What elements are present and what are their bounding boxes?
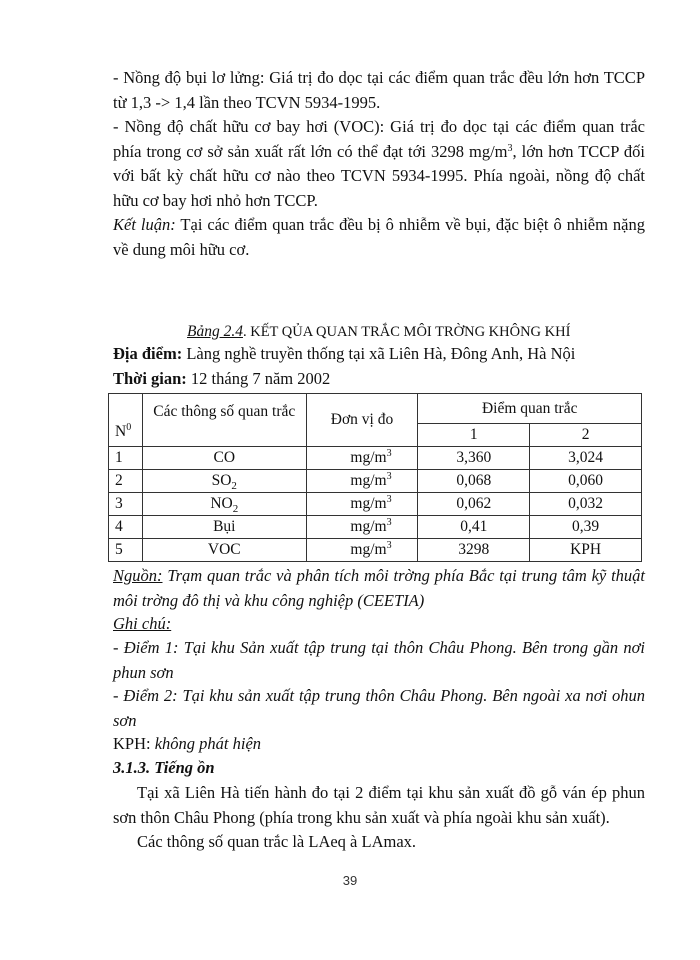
cell-no: 5: [109, 539, 143, 562]
source-label: Nguồn:: [113, 566, 163, 585]
cell-no: 3: [109, 493, 143, 516]
param-sub: 2: [232, 503, 239, 516]
table-title-separator: .: [242, 324, 251, 340]
table-row: [109, 447, 642, 470]
unit-sup: 3: [386, 494, 392, 505]
cell-unit: [306, 493, 418, 516]
header-points: Điểm quan trắc: [418, 394, 642, 424]
header-unit: Đơn vị đo: [306, 394, 418, 447]
paragraph-conclusion: [113, 213, 645, 262]
source-text: Trạm quan trắc và phân tích môi trờng phía Bắc tại trung tâm kỹ thuật môi trờng đô thị và khu công nghiệp (CEETIA): [113, 566, 645, 610]
cell-unit: [306, 539, 418, 562]
header-no: [109, 394, 143, 447]
notes-label-line: [113, 612, 645, 637]
monitoring-results-table: [108, 393, 642, 562]
page-number: 39: [342, 873, 358, 888]
voc-superscript: 3: [507, 142, 513, 154]
cell-point-2: 0,060: [530, 470, 642, 493]
cell-no: 1: [109, 447, 143, 470]
location-line: [113, 343, 575, 365]
cell-point-1: 0,068: [418, 470, 530, 493]
cell-point-1: 3298: [418, 539, 530, 562]
table-row: [109, 493, 642, 516]
source-note: [113, 564, 645, 613]
voc-text-1: - Nồng độ chất hữu cơ bay hơi (VOC): Giá trị đo dọc tại các điểm quan trắc phía trong cơ sở sản xuất rất lớn có thể đạt tới 3298 mg/m: [113, 117, 645, 161]
note-point-2: - Điểm 2: Tại khu sản xuất tập trung thôn Châu Phong. Bên ngoài xa nơi ohun sơn: [113, 686, 645, 730]
cell-param: [142, 539, 306, 562]
table-row: [109, 516, 642, 539]
table-row: [109, 539, 642, 562]
cell-no: 4: [109, 516, 143, 539]
cell-no: 2: [109, 470, 143, 493]
header-no-text: N: [115, 423, 127, 440]
location-label: Địa điểm:: [113, 344, 183, 363]
time-line: [113, 368, 330, 390]
kph-label: KPH:: [113, 734, 151, 753]
cell-point-1: 0,062: [418, 493, 530, 516]
cell-point-2: 0,39: [530, 516, 642, 539]
cell-unit: [306, 447, 418, 470]
cell-point-1: 0,41: [418, 516, 530, 539]
paragraph-voc: [113, 115, 645, 213]
table-title: [187, 322, 570, 342]
param-sub: 2: [231, 480, 237, 493]
unit-text: mg/m: [350, 472, 387, 489]
cell-point-2: KPH: [530, 539, 642, 562]
section-heading: 3.1.3. Tiếng ồn: [113, 758, 215, 777]
conclusion-label: Kết luận:: [113, 215, 176, 234]
dust-text: - Nồng độ bụi lơ lửng: Giá trị đo dọc tại các điểm quan trắc đều lớn hơn TCCP từ 1,3 -> 1,4 lần theo TCVN 5934-1995.: [113, 68, 645, 112]
unit-text: mg/m: [350, 495, 387, 512]
note-point-1: - Điểm 1: Tại khu Sản xuất tập trung tại thôn Châu Phong. Bên trong gần nơi phun sơn: [113, 638, 645, 682]
header-point-1: 1: [418, 424, 530, 447]
table-title-text: KẾT QỦA QUAN TRẮC MÔI TRỜNG KHÔNG KHÍ: [250, 324, 571, 340]
header-point-2: 2: [530, 424, 642, 447]
cell-param: [142, 447, 306, 470]
cell-param: [142, 470, 306, 493]
cell-point-1: 3,360: [418, 447, 530, 470]
time-value: 12 tháng 7 năm 2002: [186, 369, 331, 388]
voc-text-2: , lớn hơn TCCP đối với bất kỳ chất hữu cơ nào theo TCVN 5934-1995. Phía ngoài, nồng độ chất hữu cơ bay hơi nhỏ hơn TCCP.: [113, 141, 645, 210]
param-text: NO: [210, 495, 233, 512]
table-row: [109, 470, 642, 493]
header-no-sup: 0: [126, 422, 132, 433]
cell-unit: [306, 516, 418, 539]
cell-point-2: 3,024: [530, 447, 642, 470]
cell-point-2: 0,032: [530, 493, 642, 516]
unit-sup: 3: [386, 471, 392, 482]
unit-text: mg/m: [350, 449, 387, 466]
time-label: Thời gian:: [113, 369, 187, 388]
unit-sup: 3: [386, 540, 392, 551]
unit-text: mg/m: [350, 541, 387, 558]
note-kph: [113, 732, 645, 757]
section-paragraph-2: Các thông số quan trắc là LAeq à LAmax.: [137, 832, 417, 851]
header-param: Các thông số quan trắc: [142, 394, 306, 447]
location-value: Làng nghề truyền thống tại xã Liên Hà, Đông Anh, Hà Nội: [182, 344, 576, 363]
conclusion-text: Tại các điểm quan trắc đều bị ô nhiễm về bụi, đặc biệt ô nhiễm nặng về dung môi hữu cơ.: [113, 215, 645, 259]
param-text: CO: [213, 449, 236, 466]
unit-sup: 3: [386, 448, 392, 459]
cell-param: [142, 516, 306, 539]
notes-label: Ghi chú:: [113, 614, 172, 633]
unit-text: mg/m: [350, 518, 387, 535]
kph-text: không phát hiện: [150, 734, 262, 753]
table-header-row-1: [109, 394, 642, 424]
param-text: VOC: [207, 541, 241, 558]
table-title-label: Bảng 2.4: [187, 323, 243, 340]
cell-unit: [306, 470, 418, 493]
param-text: Bụi: [213, 518, 236, 535]
cell-param: [142, 493, 306, 516]
param-text: SO: [211, 472, 232, 489]
unit-sup: 3: [386, 517, 392, 528]
paragraph-dust: [113, 66, 645, 115]
section-paragraph-1: Tại xã Liên Hà tiến hành đo tại 2 điểm tại khu sản xuất đồ gỗ ván ép phun sơn thôn Châu Phong (phía trong khu sản xuất và phía ngoài khu sản xuất).: [113, 783, 645, 827]
